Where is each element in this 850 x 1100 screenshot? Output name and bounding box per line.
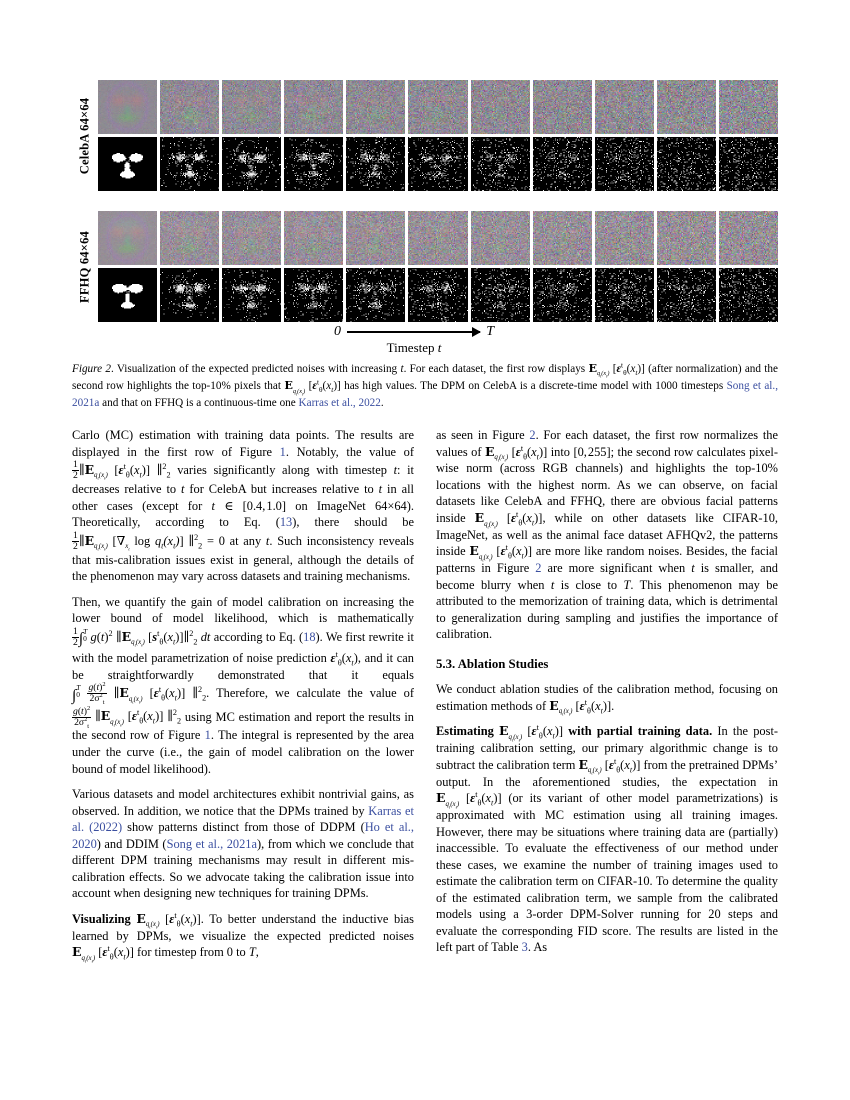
- paragraph-quantify-gain: Then, we quantify the gain of model calibration on increasing the lower bound of model likelihood, which is mathematically $\frac{1}{2}$ ∫ T 0 $g(t)^2$ $\parallel E_{q_t(x_t)}$ $[s^t_\theta(x_t)]\parallel^2_2$ dt according to Eq. (18). We first rewrite it with the model parametrization of noise prediction $\varepsilon^t_\theta(x_t)$, and it can be straightforwardly demonstrated that it equals ∫ T 0 $\frac{g(t)^2}{2\sigma^2_t}$ $\parallel E_{q_t(x_t)}$ $[\varepsilon^t_\theta(x_t)]$ ∥$^2_2$. Therefore, we calculate the value of $\frac{g(t)^2}{2\sigma^2_t}$ $\parallel E_{q_t(x_t)}$ $[\varepsilon^t_\theta(x_t)]$ ∥$^2_2$ using MC estimation and report the results in the second row of Figure 1. The integral is represented by the area under the curve (i.e., the gain of model calibration on the lower bound of model likelihood).: [72, 594, 415, 776]
- math-half-norm-eps: $\frac{1}{2}$ $\parallel E_{q_t(x_t)}$ $[\varepsilon^t_\theta(x_t)]$ ∥$^2_2$: [73, 459, 171, 482]
- figure-cell: [160, 80, 219, 134]
- figure-cell-image: [533, 268, 592, 322]
- figure-cell: [284, 80, 343, 134]
- figure-cell: [595, 211, 654, 265]
- var-t-6: t: [550, 577, 555, 592]
- figure-cell-image: [595, 268, 654, 322]
- figure-cell: [533, 211, 592, 265]
- figure-cell: [471, 137, 530, 191]
- math-expected-noise-r1: $E_{q_t(x_t)}$ $[\varepsilon^t_\theta(x_t)]$: [484, 443, 548, 463]
- figure-2: [72, 80, 778, 342]
- figure-2-caption: [72, 360, 778, 411]
- figure-cell-image: [471, 137, 530, 191]
- figure-cell-image: [595, 211, 654, 265]
- figure-cell-image: [719, 80, 778, 134]
- figure-cell-image: [471, 80, 530, 134]
- figure-cell: [284, 211, 343, 265]
- figure-caption-label: Figure 2: [72, 363, 111, 375]
- celeba-strip-stack: [98, 80, 778, 191]
- figure-cell-image: [657, 211, 716, 265]
- runin-visualizing: Visualizing: [72, 911, 131, 926]
- runin-estimating: Estimating: [436, 724, 494, 739]
- figure-cell: [595, 137, 654, 191]
- figure-cell-image: [222, 268, 281, 322]
- math-expected-noise-r7: $E_{q_t(x_t)}$ $[\varepsilon^t_\theta(x_t)]$: [436, 790, 502, 810]
- figure-cell: [533, 137, 592, 191]
- math-half-norm-score: $\frac{1}{2}$ $\parallel E_{q_t(x_t)}$ [$\nabla_{x_t}$ $\log q_t(x_t)$] ∥$^2_2$ = 0: [73, 529, 225, 552]
- figure-cell: [719, 137, 778, 191]
- figure-cell-image: [284, 80, 343, 134]
- axis-caption-prefix: Timestep: [386, 340, 438, 355]
- figure-cell-image: [471, 268, 530, 322]
- citation-karras-2022[interactable]: Karras et al., 2022: [298, 396, 381, 409]
- math-expected-noise-visualizing: $E_{q_t(x_t)}$ $[\varepsilon^t_\theta(x_t)]$: [136, 910, 201, 930]
- figure-cell: [222, 80, 281, 134]
- figure-cell: [719, 211, 778, 265]
- paragraph-as-seen-figure2: as seen in Figure 2. For each dataset, the first row normalizes the values of $E_{q_t(x_t)}$ $[\varepsilon^t_\theta(x_t)]$ into [0, 255]; the second row calculates pixel-wise norm (across RGB channels) and highlights the top-10% locations with the highest norm. As we can observe, on facial datasets like CelebA and FFHQ, there are obvious facial patterns inside $E_{q_t(x_t)}$ $[\varepsilon^t_\theta(x_t)]$, while on other datasets like CIFAR-10, ImageNet, as well as the animal face dataset AFHQv2, the patterns inside $E_{q_t(x_t)}$ $[\varepsilon^t_\theta(x_t)]$ are more like random noises. Besides, the facial patterns in Figure 2 are more significant when t is smaller, and become blurry when t is close to T. This phenomenon may be attributed to the memorization of training data, which is detrimental to generalization during sampling and justifies the importance of calibration.: [436, 428, 778, 642]
- paragraph-various-datasets: Various datasets and model architectures exhibit nontrivial gains, as observed. In addition, we notice that the DPMs trained by Karras et al. (2022) show patterns distinct from those of DDPM (Ho et al., 2020) and DDIM (Song et al., 2021a), from which we conclude that different DPM training mechanisms may result in different mis-calibration effects. So we advocate taking the calibration issue into account when designing new techniques for training DPMs.: [72, 787, 415, 901]
- figure-cell-image: [657, 137, 716, 191]
- figure-cell: [160, 137, 219, 191]
- right-column: [436, 427, 778, 1017]
- figure-cell: [408, 211, 467, 265]
- figure-cell: [222, 211, 281, 265]
- figure-cell: [657, 211, 716, 265]
- figure-cell-image: [98, 80, 157, 134]
- paragraph-mc-estimation: Carlo (MC) estimation with training data points. The results are displayed in the first row of Figure 1. Notably, the value of $\frac{1}{2}$ $\parallel E_{q_t(x_t)}$ $[\varepsilon^t_\theta(x_t)]$ ∥$^2_2$ varies significantly along with timestep t: it decreases relative to t for CelebA but increases relative to t in all other cases (except for t ∈ [0.4, 1.0] on ImageNet 64×64). Theoretically, according to Eq. (13), there should be $\frac{1}{2}$ $\parallel E_{q_t(x_t)}$ [$\nabla_{x_t}$ $\log q_t(x_t)$] ∥$^2_2$ = 0 at any t. Such inconsistency reveals that mis-calibration issues exist in general, although the details of the phenomenon may vary across datasets and training mechanisms.: [72, 428, 414, 584]
- figure-cell-image: [160, 268, 219, 322]
- figure-cell: [408, 268, 467, 322]
- figure-cell-image: [719, 268, 778, 322]
- figure-cell-image: [595, 80, 654, 134]
- figure-cell-image: [408, 211, 467, 265]
- figure-cell-image: [408, 268, 467, 322]
- figure-cell-image: [657, 268, 716, 322]
- math-expected-noise-r4: $E_{q_t(x_t)}$ $[\varepsilon^t_\theta(x_t)]$: [549, 697, 612, 717]
- citation-karras-2022-inline[interactable]: Karras et al. (2022): [72, 803, 414, 835]
- timestep-axis-line: [334, 324, 494, 340]
- figure-caption-part6: .: [380, 396, 384, 409]
- math-eps-theta-t: $\varepsilon^t_\theta(x_t)$: [330, 649, 358, 668]
- figure-cell: [160, 268, 219, 322]
- axis-caption-var: t: [437, 340, 442, 355]
- figure-caption-part1: Visualization of the expected predicted noises with increasing: [116, 363, 401, 375]
- paragraph-visualizing: Visualizing $E_{q_t(x_t)}$ $[\varepsilon^t_\theta(x_t)]$. To better understand the inductive bias learned by DPMs, we visualize the expected predicted noises $E_{q_t(x_t)}$ $[\varepsilon^t_\theta(x_t)]$ for timestep from 0 to T,: [72, 910, 414, 964]
- figure-cell: [98, 80, 157, 134]
- runin-with-partial-training-data: with partial training data.: [568, 724, 713, 739]
- figure-caption-part3: (after normalization) and the second row highlights the top-10% pixels that: [72, 363, 778, 393]
- math-expected-noise-2: $E_{q_t(x_t)}$ $[\varepsilon^t_\theta(x_t)]$: [284, 377, 341, 396]
- figure-cell: [98, 137, 157, 191]
- axis-end-label: T: [486, 324, 494, 339]
- figure-cell-image: [98, 137, 157, 191]
- figure-caption-part4: has high values. The DPM on CelebA is a discrete-time model with 1000 timesteps: [340, 380, 727, 393]
- figure-cell-image: [533, 137, 592, 191]
- math-expected-noise-r3: $E_{q_t(x_t)}$ $[\varepsilon^t_\theta(x_t)]$: [469, 543, 533, 563]
- citation-song-2021a-inline[interactable]: Song et al., 2021a: [166, 836, 257, 851]
- dataset-block-celeba: [72, 80, 778, 191]
- var-t-3: t: [378, 482, 383, 496]
- dataset-label-ffhq: [72, 211, 98, 322]
- figure-cell-image: [595, 137, 654, 191]
- ref-eq-13[interactable]: 13: [279, 515, 293, 530]
- var-t-4: t: [265, 533, 270, 548]
- math-integral-equals: ∫ T 0 $\frac{g(t)^2}{2\sigma^2_t}$ $\parallel E_{q_t(x_t)}$ $[\varepsilon^t_\theta(x_t)]$ ∥$^2_2$: [72, 680, 207, 707]
- figure-cell: [222, 268, 281, 322]
- figure-2-panels: [72, 80, 778, 322]
- figure-cell-image: [284, 211, 343, 265]
- figure-cell-image: [719, 137, 778, 191]
- figure-cell-image: [346, 137, 405, 191]
- figure-cell-image: [98, 268, 157, 322]
- figure-caption-part2: . For each dataset, the first row displays: [403, 363, 589, 375]
- ffhq-row-expected-noise: [98, 211, 778, 265]
- figure-cell-image: [160, 137, 219, 191]
- figure-cell-image: [222, 137, 281, 191]
- figure-cell-image: [471, 211, 530, 265]
- paragraph-ablation-intro: We conduct ablation studies of the calibration method, focusing on estimation methods of $E_{q_t(x_t)}$ $[\varepsilon^t_\theta(x_t)]$.: [436, 682, 778, 717]
- citation-ho-2020[interactable]: Ho et al., 2020: [72, 820, 415, 851]
- figure-cell-image: [346, 211, 405, 265]
- paragraph-estimating-partial: Estimating $E_{q_t(x_t)}$ $[\varepsilon^t_\theta(x_t)]$ with partial training data. In the post-training calibration setting, our primary algorithmic change is to subtract the calibration term $E_{q_t(x_t)}$ $[\varepsilon^t_\theta(x_t)]$ from the pretrained DPMs’ output. In the aforementioned studies, the expectation in $E_{q_t(x_t)}$ $[\varepsilon^t_\theta(x_t)]$ (or its variant of other model parametrizations) is approximated with MC estimation using all training images. However, there may be situations where training data are (partially) inaccessible. To evaluate the effectiveness of our method under these cases, we examine the number of training images used to estimate the calibration term on CIFAR-10. To determine the quality of the estimated calibration term, we sample from the calibrated models using a 3-order DPM-Solver running for 20 steps and evaluate the corresponding FID score. The results are listed in the left part of Table 3. As: [436, 723, 779, 955]
- celeba-row-expected-noise: [98, 80, 778, 134]
- figure-cell-image: [408, 80, 467, 134]
- math-expected-noise-1: $E_{q_t(x_t)}$ $[\varepsilon^t_\theta(x_t)]$: [588, 360, 645, 379]
- math-range-04-10: [0.4, 1.0]: [242, 498, 286, 513]
- figure-cell: [657, 137, 716, 191]
- ref-figure-1a[interactable]: 1: [279, 444, 286, 459]
- figure-cell: [346, 268, 405, 322]
- figure-cell-image: [98, 211, 157, 265]
- var-t-5: t: [691, 561, 695, 576]
- figure-cell-image: [657, 80, 716, 134]
- math-gt-over-sigma-norm: $\frac{g(t)^2}{2\sigma^2_t}$ $\parallel E_{q_t(x_t)}$ $[\varepsilon^t_\theta(x_t)]$ ∥$^2_2$: [73, 704, 182, 730]
- figure-cell: [98, 268, 157, 322]
- figure-cell-image: [222, 80, 281, 134]
- figure-cell: [533, 80, 592, 134]
- math-expected-noise-r5: $E_{q_t(x_t)}$ $[\varepsilon^t_\theta(x_t)]$: [499, 723, 564, 743]
- figure-cell: [408, 137, 467, 191]
- figure-cell: [346, 80, 405, 134]
- figure-cell: [657, 268, 716, 322]
- ref-eq-18[interactable]: 18: [303, 629, 316, 644]
- figure-cell: [595, 80, 654, 134]
- figure-cell: [471, 268, 530, 322]
- ref-table-3[interactable]: 3: [521, 940, 528, 955]
- celeba-row-top10-mask: [98, 137, 778, 191]
- left-column: [72, 427, 414, 1017]
- var-t-2: t: [181, 482, 185, 496]
- ref-figure-2b[interactable]: 2: [535, 561, 542, 576]
- figure-cell: [719, 80, 778, 134]
- figure-cell: [160, 211, 219, 265]
- figure-caption-var-t: t: [400, 363, 404, 375]
- dataset-label-ffhq-text: FFHQ 64×64: [77, 230, 92, 303]
- var-T-2: T: [623, 577, 631, 592]
- figure-cell: [533, 268, 592, 322]
- figure-cell: [595, 268, 654, 322]
- figure-cell: [657, 80, 716, 134]
- dataset-block-ffhq: [72, 211, 778, 322]
- figure-cell-image: [533, 211, 592, 265]
- figure-cell: [98, 211, 157, 265]
- axis-start-label: 0: [334, 324, 341, 339]
- figure-cell-image: [346, 80, 405, 134]
- math-t-in-range: t ∈: [211, 498, 234, 513]
- math-integral-gain: $\frac{1}{2}$ ∫ T 0 $g(t)^2$ $\parallel E_{q_t(x_t)}$ $[s^t_\theta(x_t)]\parallel^2_2$ dt: [73, 625, 211, 648]
- var-t-1: t: [393, 463, 398, 477]
- figure-cell-image: [222, 211, 281, 265]
- figure-cell: [408, 80, 467, 134]
- figure-cell-image: [533, 80, 592, 134]
- axis-caption: [334, 340, 494, 356]
- figure-cell: [471, 211, 530, 265]
- figure-cell-image: [284, 137, 343, 191]
- ffhq-strip-stack: [98, 211, 778, 322]
- var-T-1: T: [248, 945, 256, 960]
- section-heading-ablation-studies: 5.3. Ablation Studies: [436, 657, 549, 671]
- citation-song-2021a[interactable]: Song et al., 2021a: [72, 380, 778, 409]
- figure-cell-image: [160, 211, 219, 265]
- dataset-label-celeba: [72, 80, 98, 191]
- ref-figure-1b[interactable]: 1: [204, 728, 211, 743]
- figure-cell: [284, 268, 343, 322]
- figure-cell-image: [719, 211, 778, 265]
- math-expected-noise-r6: $E_{q_t(x_t)}$ $[\varepsilon^t_\theta(x_t)]$: [578, 756, 641, 776]
- figure-cell: [222, 137, 281, 191]
- figure-cell-image: [408, 137, 467, 191]
- figure-caption-sep: .: [110, 363, 117, 375]
- figure-cell: [284, 137, 343, 191]
- ffhq-row-top10-mask: [98, 268, 778, 322]
- figure-caption-part5: and that on FFHQ is a continuous-time one: [99, 396, 299, 409]
- figure-cell-image: [284, 268, 343, 322]
- figure-cell-image: [346, 268, 405, 322]
- body-columns: [72, 427, 778, 1017]
- axis-arrow-icon: [347, 327, 480, 337]
- timestep-axis: [72, 324, 778, 358]
- figure-cell: [346, 137, 405, 191]
- math-expected-noise-r2: $E_{q_t(x_t)}$ $[\varepsilon^t_\theta(x_t)]$: [474, 509, 543, 529]
- figure-cell-image: [160, 80, 219, 134]
- figure-cell: [719, 268, 778, 322]
- figure-cell: [346, 211, 405, 265]
- ref-figure-2a[interactable]: 2: [529, 428, 536, 442]
- math-expected-noise-visualizing-2: $E_{q_t(x_t)}$ $[\varepsilon^t_\theta(x_t)]$: [72, 944, 134, 964]
- figure-cell: [471, 80, 530, 134]
- dataset-label-celeba-text: CelebA 64×64: [77, 97, 92, 174]
